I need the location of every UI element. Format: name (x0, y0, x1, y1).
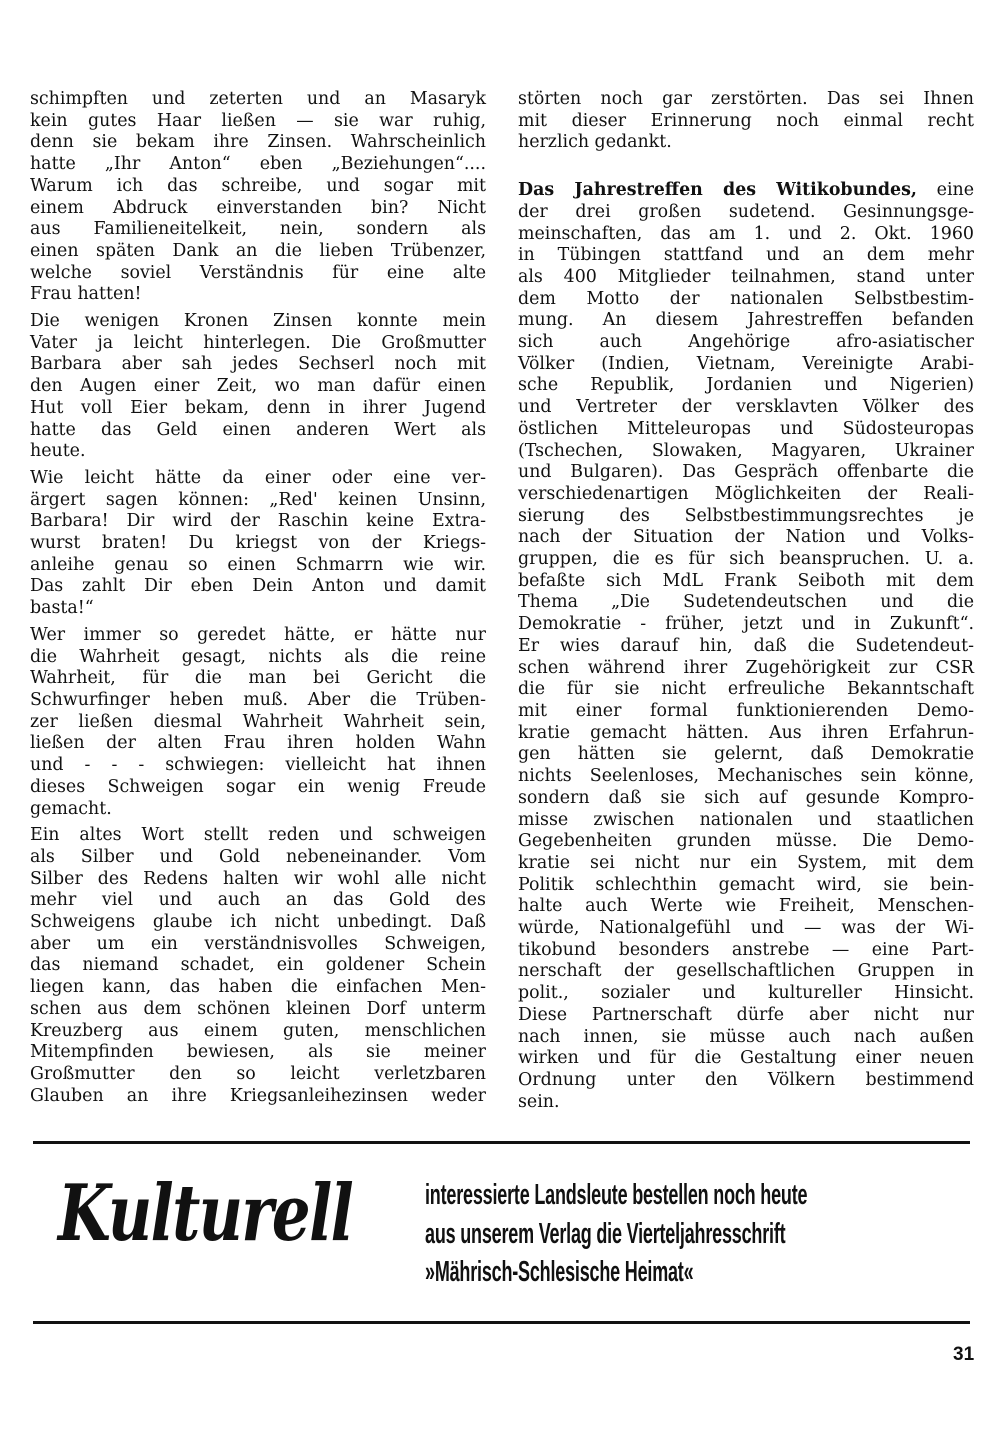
text-line: schen während ihrer Zugehörigkeit zur CSR (518, 657, 974, 678)
text-line: mung. An diesem Jahrestreffen befanden (518, 310, 974, 331)
text-line: hatte das Geld einen anderen Wert als (30, 419, 486, 440)
paragraph (30, 468, 486, 620)
text-line: polit., sozialer und kultureller Hinsicht. (518, 983, 974, 1004)
paragraph (518, 89, 974, 154)
text-line: Hut voll Eier bekam, denn in ihrer Jugend (30, 397, 486, 418)
text-line: die Wahrheit gesagt, nichts als die reine (30, 646, 486, 667)
text-line: basta!“ (30, 598, 94, 619)
text-line: und Bulgaren). Das Gespräch offenbarte die (518, 462, 974, 483)
section-heading: Das Jahrestreffen des Witikobundes, (518, 180, 917, 201)
text-span: eine (916, 180, 975, 201)
paragraph (30, 89, 486, 306)
text-line: Diese Partnerschaft dürfe aber nicht nur (518, 1004, 974, 1025)
text-line: der drei großen sudetend. Gesinnungsge- (518, 201, 974, 222)
text-line: sierung des Selbstbestimmungsrechtes je (518, 505, 974, 526)
text-line: störten noch gar zerstörten. Das sei Ihnen (518, 89, 974, 109)
text-line: Die wenigen Kronen Zinsen konnte mein (30, 311, 486, 332)
text-line: Warum ich das schreibe, und sogar mit (30, 175, 486, 196)
text-line: einem Abdruck einverstanden bin? Nicht (30, 197, 486, 218)
text-line: Silber des Redens halten wir wohl alle nicht (30, 868, 486, 889)
text-line: Wahrheit, für die man bei Gericht die (30, 668, 486, 689)
text-line: den Augen einer Zeit, wo man dafür einen (30, 376, 486, 397)
text-line (518, 180, 974, 202)
text-line: dem Motto der nationalen Selbstbestim- (518, 288, 974, 309)
text-line: misse zwischen nationalen und staatlichen (518, 809, 974, 830)
text-line: Schwurfinger heben muß. Aber die Trüben- (30, 689, 486, 710)
text-line: heute. (30, 441, 86, 462)
text-line: verschiedenartigen Möglichkeiten der Reali- (518, 483, 974, 504)
text-line: Das zahlt Dir eben Dein Anton und damit (30, 576, 486, 597)
page-number: 31 (953, 1344, 975, 1365)
divider-rule-top (33, 1141, 970, 1144)
text-line: (Tschechen, Slowaken, Magyaren, Ukrainer (518, 440, 974, 461)
text-line: herzlich gedankt. (518, 132, 672, 153)
text-line: sein. (518, 1091, 560, 1112)
text-line: Barbara aber sah jedes Sechserl noch mit (30, 354, 486, 375)
text-line: sche Republik, Jordanien und Nigerien) (518, 375, 974, 396)
text-line: liegen kann, das haben die einfachen Men- (30, 977, 486, 998)
text-line: nichts Seelenloses, Mechanisches sein könne, (518, 766, 974, 787)
text-line: Barbara! Dir wird der Raschin keine Extra- (30, 511, 486, 532)
text-line: Schweigens glaube ich nicht unbedingt. Daß (30, 912, 486, 933)
text-line: meinschaften, das am 1. und 2. Okt. 1960 (518, 223, 974, 244)
text-line: sich auch Angehörige afro-asiatischer (518, 332, 974, 353)
text-line: als Silber und Gold nebeneinander. Vom (30, 846, 486, 867)
paragraph (30, 825, 486, 1107)
text-line: Politik schlechthin gemacht wird, sie bein- (518, 874, 974, 895)
text-line: die für sie nicht erfreuliche Bekanntschaft (518, 679, 974, 700)
text-line: Gegebenheiten grunden müsse. Die Demo- (518, 831, 974, 852)
text-line: gemacht. (30, 798, 112, 819)
text-line: einen späten Dank an die lieben Trübenzer, (30, 240, 486, 261)
text-line: denn sie bekam ihre Zinsen. Wahrscheinlich (30, 132, 486, 153)
text-line: wirken und für die Gestaltung einer neuen (518, 1048, 974, 1069)
text-line: dieses Schweigen sogar ein wenig Freude (30, 776, 486, 797)
text-line: Großmutter den so leicht verletzbaren (30, 1063, 486, 1084)
text-line: aus Familieneitelkeit, nein, sondern als (30, 219, 486, 240)
advert-line: aus unserem Verlag die Vierteljahresschrift (425, 1217, 786, 1250)
text-line: Ordnung unter den Völkern bestimmend (518, 1069, 974, 1090)
text-line: ließen der alten Frau ihren holden Wahn (30, 733, 486, 754)
text-line: würde, Nationalgefühl und — was der Wi- (518, 918, 974, 939)
text-line: Thema „Die Sudetendeutschen und die (518, 592, 974, 613)
text-line: kratie sei nicht nur ein System, mit dem (518, 852, 974, 873)
text-line: gen hätten sie gelernt, daß Demokratie (518, 744, 974, 765)
text-line: Kreuzberg aus einem guten, menschlichen (30, 1020, 486, 1041)
paragraph (30, 311, 486, 463)
paragraph (518, 180, 974, 1113)
text-line: Demokratie - früher, jetzt und in Zukunft“. (518, 614, 974, 635)
text-line: das niemand schadet, ein goldener Schein (30, 955, 486, 976)
text-line: nach der Situation der Nation und Volks- (518, 527, 974, 548)
text-line: östlichen Mitteleuropas und Südosteuropas (518, 418, 974, 439)
text-line: welche soviel Verständnis für eine alte (30, 262, 486, 283)
text-line: anleihe genau so einen Schmarrn wie wir. (30, 554, 486, 575)
text-line: Frau hatten! (30, 284, 142, 305)
kulturell-logo: Kulturell (58, 1168, 353, 1259)
text-line: mit einer formal funktionierenden Demo- (518, 700, 974, 721)
text-line: gruppen, die es für sich beanspruchen. U. a. (518, 549, 974, 570)
text-line: Wer immer so geredet hätte, er hätte nur (30, 624, 486, 645)
text-line: schimpften und zeterten und an Masaryk (30, 89, 486, 109)
text-line: schen aus dem schönen kleinen Dorf unterm (30, 998, 486, 1019)
text-line: Mitempfinden bewiesen, als sie meiner (30, 1042, 486, 1063)
text-line: wurst braten! Du kriegst von der Kriegs- (30, 533, 486, 554)
text-line: mehr viel und auch an das Gold des (30, 890, 486, 911)
text-line: Vater ja leicht hinterlegen. Die Großmutter (30, 332, 486, 353)
right-column (518, 89, 974, 1118)
text-line: hatte „Ihr Anton“ eben „Beziehungen“.... (30, 154, 486, 175)
text-line: und - - - schwiegen: vielleicht hat ihnen (30, 755, 486, 776)
text-line: Glauben an ihre Kriegsanleihezinsen weder (30, 1085, 486, 1106)
text-line: befaßte sich MdL Frank Seiboth mit dem (518, 570, 974, 591)
text-line: und Vertreter der versklavten Völker des (518, 397, 974, 418)
text-line: Ein altes Wort stellt reden und schweigen (30, 825, 486, 846)
text-line: ärgert sagen können: „Red' keinen Unsinn, (30, 489, 486, 510)
divider-rule-bottom (33, 1321, 970, 1324)
left-column (30, 89, 486, 1112)
text-line: kratie gemacht hätten. Aus ihren Erfahrun- (518, 722, 974, 743)
text-line: kein gutes Haar ließen — sie war ruhig, (30, 110, 486, 131)
text-line: nach innen, sie müsse auch nach außen (518, 1026, 974, 1047)
text-line: sondern daß sie sich auf gesunde Kompro- (518, 787, 974, 808)
text-line: als 400 Mitglieder teilnahmen, stand unter (518, 266, 974, 287)
text-line: zer ließen diesmal Wahrheit Wahrheit sein, (30, 711, 486, 732)
advert-line: interessierte Landsleute bestellen noch heute (425, 1179, 808, 1211)
text-line: tikobund besonders anstrebe — eine Part- (518, 939, 974, 960)
text-line: nerschaft der gesellschaftlichen Gruppen in (518, 961, 974, 982)
text-line: halte auch Werte wie Freiheit, Menschen- (518, 896, 974, 917)
text-line: Er wies darauf hin, daß die Sudetendeut- (518, 635, 974, 656)
text-line: aber um ein verständnisvolles Schweigen, (30, 933, 486, 954)
text-line: Völker (Indien, Vietnam, Vereinigte Arabi- (518, 353, 974, 374)
advert-text (425, 1176, 807, 1292)
paragraph (30, 625, 486, 820)
text-line: Wie leicht hätte da einer oder eine ver- (30, 467, 486, 488)
text-line: in Tübingen stattfand und an dem mehr (518, 245, 974, 266)
text-line: mit dieser Erinnerung noch einmal recht (518, 110, 974, 131)
advert-line: »Mährisch-Schlesische Heimat« (425, 1256, 694, 1288)
